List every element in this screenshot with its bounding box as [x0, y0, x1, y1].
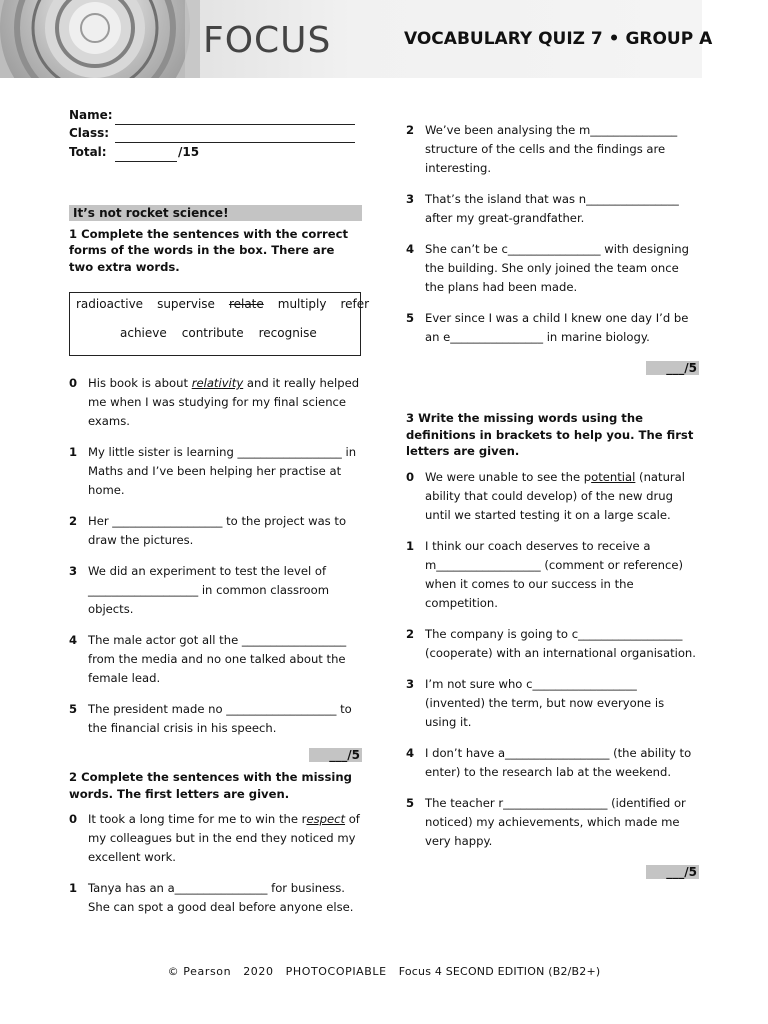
ex2-item-3[interactable]: [406, 190, 699, 228]
header-disc-graphic: [0, 0, 200, 78]
word-box-item: contribute: [181, 326, 244, 340]
item-text: I’m not sure who c__________________ (invented) the term, but now everyone is using it.: [425, 676, 665, 729]
item-text: The president made no ___________________ to the financial crisis in his speech.: [88, 702, 352, 735]
footer-edition: Focus 4 SECOND EDITION (B2/B2+): [398, 965, 601, 978]
item-text: It took a long time for me to win the r: [88, 812, 307, 826]
item-number: 4: [406, 242, 415, 256]
ex3-item-0: [406, 468, 699, 525]
item-number: 0: [69, 812, 78, 826]
word-box-item: achieve: [120, 326, 167, 340]
page-header: [0, 0, 713, 78]
score-box: ___/5: [309, 748, 362, 762]
item-number: 0: [69, 376, 78, 390]
ex3-score[interactable]: [406, 863, 699, 882]
ex3-instruction: 3 Write the missing words using the definitions in brackets to help you. The first letters are given.: [406, 411, 694, 458]
class-field[interactable]: [69, 125, 362, 144]
total-suffix: /15: [178, 144, 200, 159]
section-title: It’s not rocket science!: [69, 205, 362, 221]
ex2-item-4[interactable]: [406, 240, 699, 297]
item-number: 1: [406, 538, 415, 553]
item-number: 2: [406, 626, 415, 641]
item-number: 5: [69, 702, 78, 716]
item-number: 5: [406, 311, 415, 325]
item-number: 3: [69, 564, 78, 578]
class-line[interactable]: [115, 129, 355, 143]
item-text: We were unable to see the p: [425, 469, 592, 484]
item-number: 3: [406, 192, 415, 206]
item-text: The teacher r__________________ (identified or noticed) my achievements, which made me very happy.: [425, 795, 686, 848]
ex2-item-2[interactable]: [406, 121, 699, 178]
total-label: Total:: [69, 144, 107, 159]
ex1-item-3[interactable]: [69, 562, 362, 619]
ex3-item-4[interactable]: [406, 744, 699, 782]
ex1-item-2[interactable]: [69, 512, 362, 550]
ex2-item-5[interactable]: [406, 309, 699, 347]
example-answer: relativity: [191, 376, 244, 390]
item-number: 4: [69, 633, 78, 647]
ex3-item-3[interactable]: [406, 675, 699, 732]
word-box-item: radioactive: [76, 297, 144, 311]
name-line[interactable]: [115, 111, 355, 125]
score-box: ___/5: [646, 361, 699, 375]
example-answer: otential: [591, 469, 636, 484]
footer-photocopiable: PHOTOCOPIABLE: [285, 965, 387, 978]
class-label: Class:: [69, 126, 110, 140]
item-text: That’s the island that was n________________ after my great-grandfather.: [425, 192, 679, 225]
item-text: My little sister is learning __________________ in Maths and I’ve been helping her practise at home.: [88, 445, 357, 497]
item-text: She can’t be c________________ with designing the building. She only joined the team once the plans had been made.: [425, 242, 689, 294]
item-text: We did an experiment to test the level of ___________________ in common classroom objects.: [88, 564, 330, 616]
total-line[interactable]: [115, 148, 177, 162]
ex1-item-5[interactable]: [69, 700, 362, 738]
ex3-item-5[interactable]: [406, 794, 699, 851]
item-number: 1: [69, 881, 78, 895]
quiz-title: VOCABULARY QUIZ 7 • GROUP A: [404, 29, 713, 49]
item-text: (natural ability that could develop) of the new drug until we started testing it on a large scale.: [425, 469, 686, 522]
item-text: I think our coach deserves to receive a m__________________ (comment or reference) when it comes to our success in the competition.: [425, 538, 684, 610]
item-number: 0: [406, 469, 415, 484]
ex2-instruction: 2 Complete the sentences with the missing words. The first letters are given.: [69, 770, 352, 801]
total-field[interactable]: [69, 143, 362, 162]
item-number: 2: [69, 514, 78, 528]
word-box-item: recognise: [258, 326, 317, 340]
footer-copyright: © Pearson: [167, 965, 232, 978]
name-field[interactable]: [69, 106, 362, 125]
word-box: [69, 292, 370, 356]
item-number: 4: [406, 745, 415, 760]
item-number: 5: [406, 795, 415, 810]
brand-logo: FOCUS: [203, 20, 332, 61]
item-number: 3: [406, 676, 415, 691]
ex3-item-1[interactable]: [406, 537, 699, 613]
ex1-instruction: 1 Complete the sentences with the correct forms of the words in the box. There are two extra words.: [69, 226, 349, 274]
ex2-item-0: [69, 810, 362, 867]
ex3-item-2[interactable]: [406, 625, 699, 663]
score-box: ___/5: [646, 865, 699, 879]
right-column: [406, 121, 699, 882]
ex2-item-1[interactable]: [69, 879, 362, 917]
item-text: The male actor got all the __________________ from the media and no one talked about the female lead.: [88, 633, 347, 685]
word-box-item: refer: [340, 297, 370, 311]
ex2-score[interactable]: [406, 359, 699, 378]
word-box-item: supervise: [157, 297, 215, 311]
word-box-item: multiply: [277, 297, 327, 311]
ex1-score[interactable]: [69, 746, 362, 765]
item-text: I don’t have a__________________ (the ability to enter) to the research lab at the weekend.: [425, 745, 692, 779]
item-text: His book is about: [88, 376, 192, 390]
page-footer: [0, 965, 768, 978]
left-column: [69, 106, 370, 929]
name-label: Name:: [69, 107, 113, 122]
ex1-item-1[interactable]: [69, 443, 362, 500]
example-answer: espect: [306, 812, 346, 826]
word-box-item-struck: relate: [228, 297, 264, 311]
item-text: Ever since I was a child I knew one day I’d be an e________________ in marine biology.: [425, 311, 689, 344]
item-text: The company is going to c__________________ (cooperate) with an international organisation.: [425, 626, 696, 660]
item-text: We’ve been analysing the m_______________ structure of the cells and the findings are interesting.: [425, 123, 678, 175]
item-text: of my colleagues but in the end they noticed my excellent work.: [88, 812, 360, 864]
ex1-item-4[interactable]: [69, 631, 362, 688]
footer-year: 2020: [243, 965, 274, 978]
item-number: 1: [69, 445, 78, 459]
item-number: 2: [406, 123, 415, 137]
item-text: Tanya has an a________________ for business. She can spot a good deal before anyone else.: [88, 881, 354, 914]
ex1-item-0: [69, 374, 362, 431]
item-text: and it really helped me when I was studying for my final science exams.: [88, 376, 360, 428]
item-text: Her ___________________ to the project was to draw the pictures.: [88, 514, 347, 547]
